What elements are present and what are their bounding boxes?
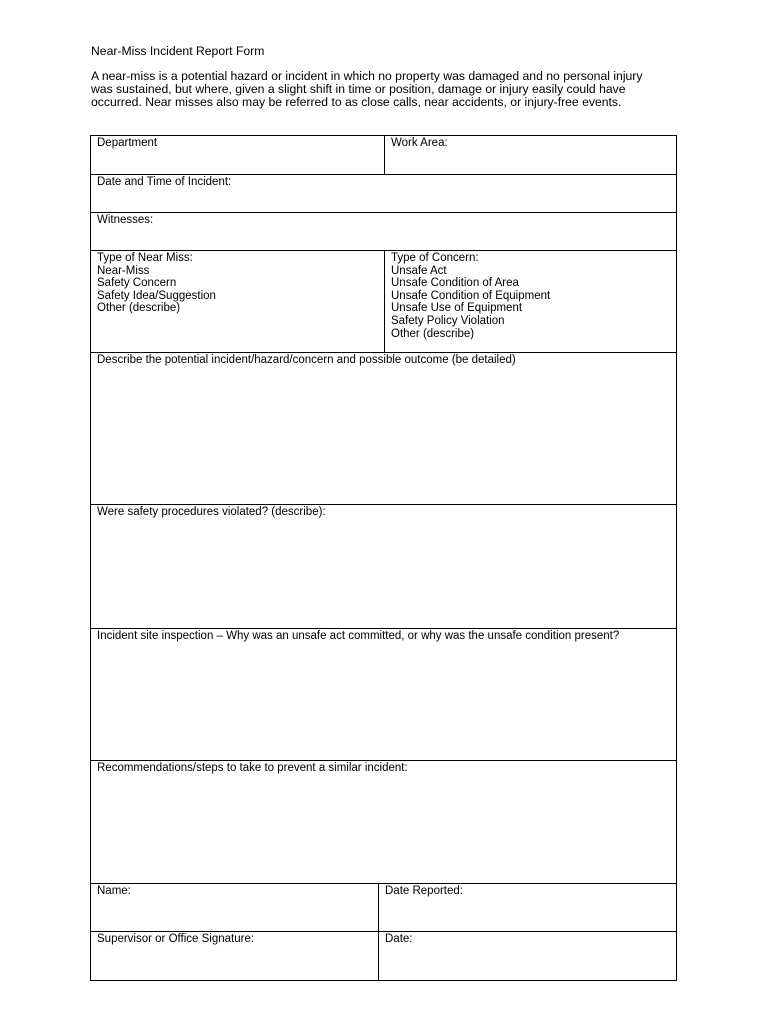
name-field[interactable]	[91, 884, 378, 931]
concern-option[interactable]: Unsafe Condition of Equipment	[391, 289, 551, 302]
work-area-field[interactable]	[385, 136, 677, 174]
concern-option[interactable]: Unsafe Use of Equipment	[391, 302, 523, 315]
intro-line: A near-miss is a potential hazard or incident in which no property was damaged and no personal injury	[91, 69, 643, 83]
near-miss-option[interactable]: Near-Miss	[97, 264, 150, 277]
near-miss-type-list	[97, 252, 216, 315]
work-area-label: Work Area:	[391, 137, 448, 149]
department-label: Department	[97, 137, 158, 149]
describe-label: Describe the potential incident/hazard/concern and possible outcome (be detailed)	[97, 354, 516, 366]
form-title: Near-Miss Incident Report Form	[91, 44, 265, 58]
witnesses-label: Witnesses:	[97, 214, 154, 226]
recommendations-field[interactable]	[91, 760, 676, 883]
signature-row	[91, 931, 676, 980]
concern-option[interactable]: Safety Policy Violation	[391, 314, 505, 327]
concern-type-list	[391, 252, 550, 340]
witnesses-field[interactable]	[91, 212, 676, 250]
signature-label: Supervisor or Office Signature:	[97, 933, 255, 945]
near-miss-option[interactable]: Safety Concern	[97, 277, 177, 290]
date-reported-field[interactable]	[379, 884, 677, 931]
near-miss-option[interactable]: Other (describe)	[97, 302, 181, 315]
inspection-field[interactable]	[91, 628, 676, 760]
incident-form-table	[90, 135, 677, 981]
concern-option[interactable]: Unsafe Act	[391, 264, 447, 277]
column-divider	[384, 251, 385, 352]
name-label: Name:	[97, 885, 131, 897]
department-row	[91, 136, 676, 174]
intro-paragraph	[91, 70, 681, 108]
intro-line: was sustained, but where, given a slight shift in time or position, damage or injury easily could have	[91, 81, 626, 96]
intro-line: occurred. Near misses also may be referred to as close calls, near accidents, or injury-free events.	[91, 94, 622, 109]
name-row	[91, 883, 676, 931]
date-reported-label: Date Reported:	[385, 885, 463, 897]
date-label: Date:	[385, 933, 413, 945]
department-field[interactable]	[91, 136, 384, 174]
near-miss-type-heading: Type of Near Miss:	[97, 252, 193, 264]
inspection-label: Incident site inspection – Why was an unsafe act committed, or why was the unsafe condition present?	[97, 630, 620, 642]
describe-field[interactable]	[91, 352, 676, 504]
date-time-label: Date and Time of Incident:	[97, 176, 232, 188]
signature-field[interactable]	[91, 932, 378, 980]
concern-option[interactable]: Unsafe Condition of Area	[391, 277, 519, 290]
type-row	[91, 250, 676, 352]
near-miss-option[interactable]: Safety Idea/Suggestion	[97, 289, 216, 302]
date-time-field[interactable]	[91, 174, 676, 212]
concern-option[interactable]: Other (describe)	[391, 327, 475, 340]
date-field[interactable]	[379, 932, 677, 980]
procedures-field[interactable]	[91, 504, 676, 628]
concern-type-heading: Type of Concern:	[391, 252, 479, 264]
procedures-label: Were safety procedures violated? (describe):	[97, 506, 326, 518]
recommendations-label: Recommendations/steps to take to prevent a similar incident:	[97, 762, 408, 774]
